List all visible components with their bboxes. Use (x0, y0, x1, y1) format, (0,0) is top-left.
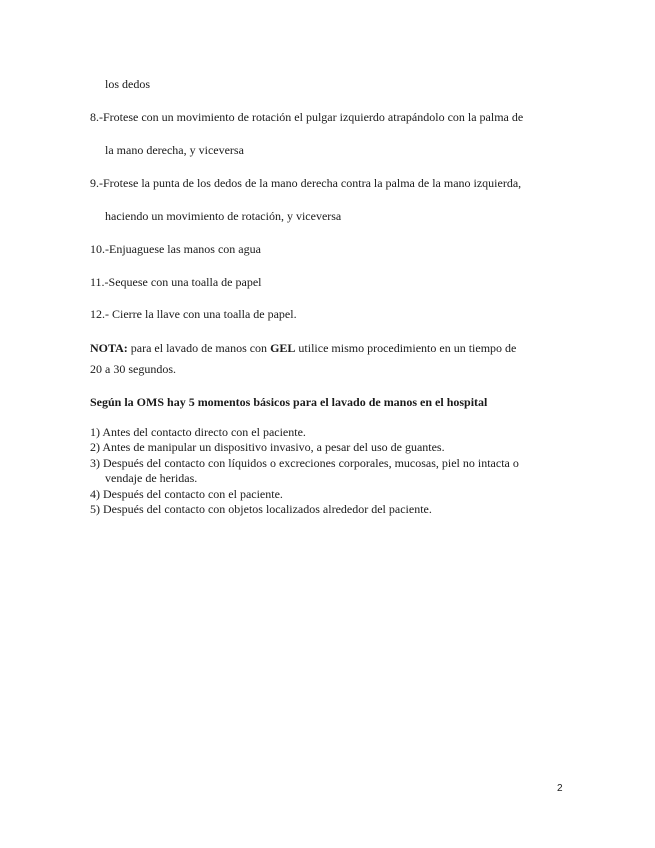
step-12: 12.- Cierre la llave con una toalla de papel. (90, 307, 297, 321)
note-line-1 (90, 341, 516, 355)
oms-item-2: 2) Antes de manipular un dispositivo invasivo, a pesar del uso de guantes. (90, 440, 445, 454)
oms-item-3: 3) Después del contacto con líquidos o excreciones corporales, mucosas, piel no intacta o (90, 456, 519, 470)
oms-item-5: 5) Después del contacto con objetos localizados alrededor del paciente. (90, 502, 432, 516)
note-text-before: para el lavado de manos con (127, 341, 271, 355)
step-9-line-2: haciendo un movimiento de rotación, y viceversa (105, 209, 342, 223)
page-number: 2 (557, 783, 563, 794)
step-10: 10.-Enjuaguese las manos con agua (90, 242, 261, 256)
step-8-line-2: la mano derecha, y viceversa (105, 143, 244, 157)
step-7-continuation: los dedos (105, 77, 150, 91)
note-line-2: 20 a 30 segundos. (90, 362, 176, 376)
oms-item-4: 4) Después del contacto con el paciente. (90, 487, 283, 501)
step-9-line-1: 9.-Frotese la punta de los dedos de la mano derecha contra la palma de la mano izquierda, (90, 176, 522, 190)
step-11: 11.-Sequese con una toalla de papel (90, 275, 262, 289)
oms-item-1: 1) Antes del contacto directo con el paciente. (90, 425, 306, 439)
note-gel: GEL (270, 341, 296, 355)
oms-item-3-continuation: vendaje de heridas. (105, 471, 198, 485)
step-8-line-1: 8.-Frotese con un movimiento de rotación el pulgar izquierdo atrapándolo con la palma de (90, 110, 524, 124)
note-text-after: utilice mismo procedimiento en un tiempo de (295, 341, 517, 355)
oms-heading: Según la OMS hay 5 momentos básicos para el lavado de manos en el hospital (90, 395, 488, 409)
note-label: NOTA: (90, 341, 128, 355)
